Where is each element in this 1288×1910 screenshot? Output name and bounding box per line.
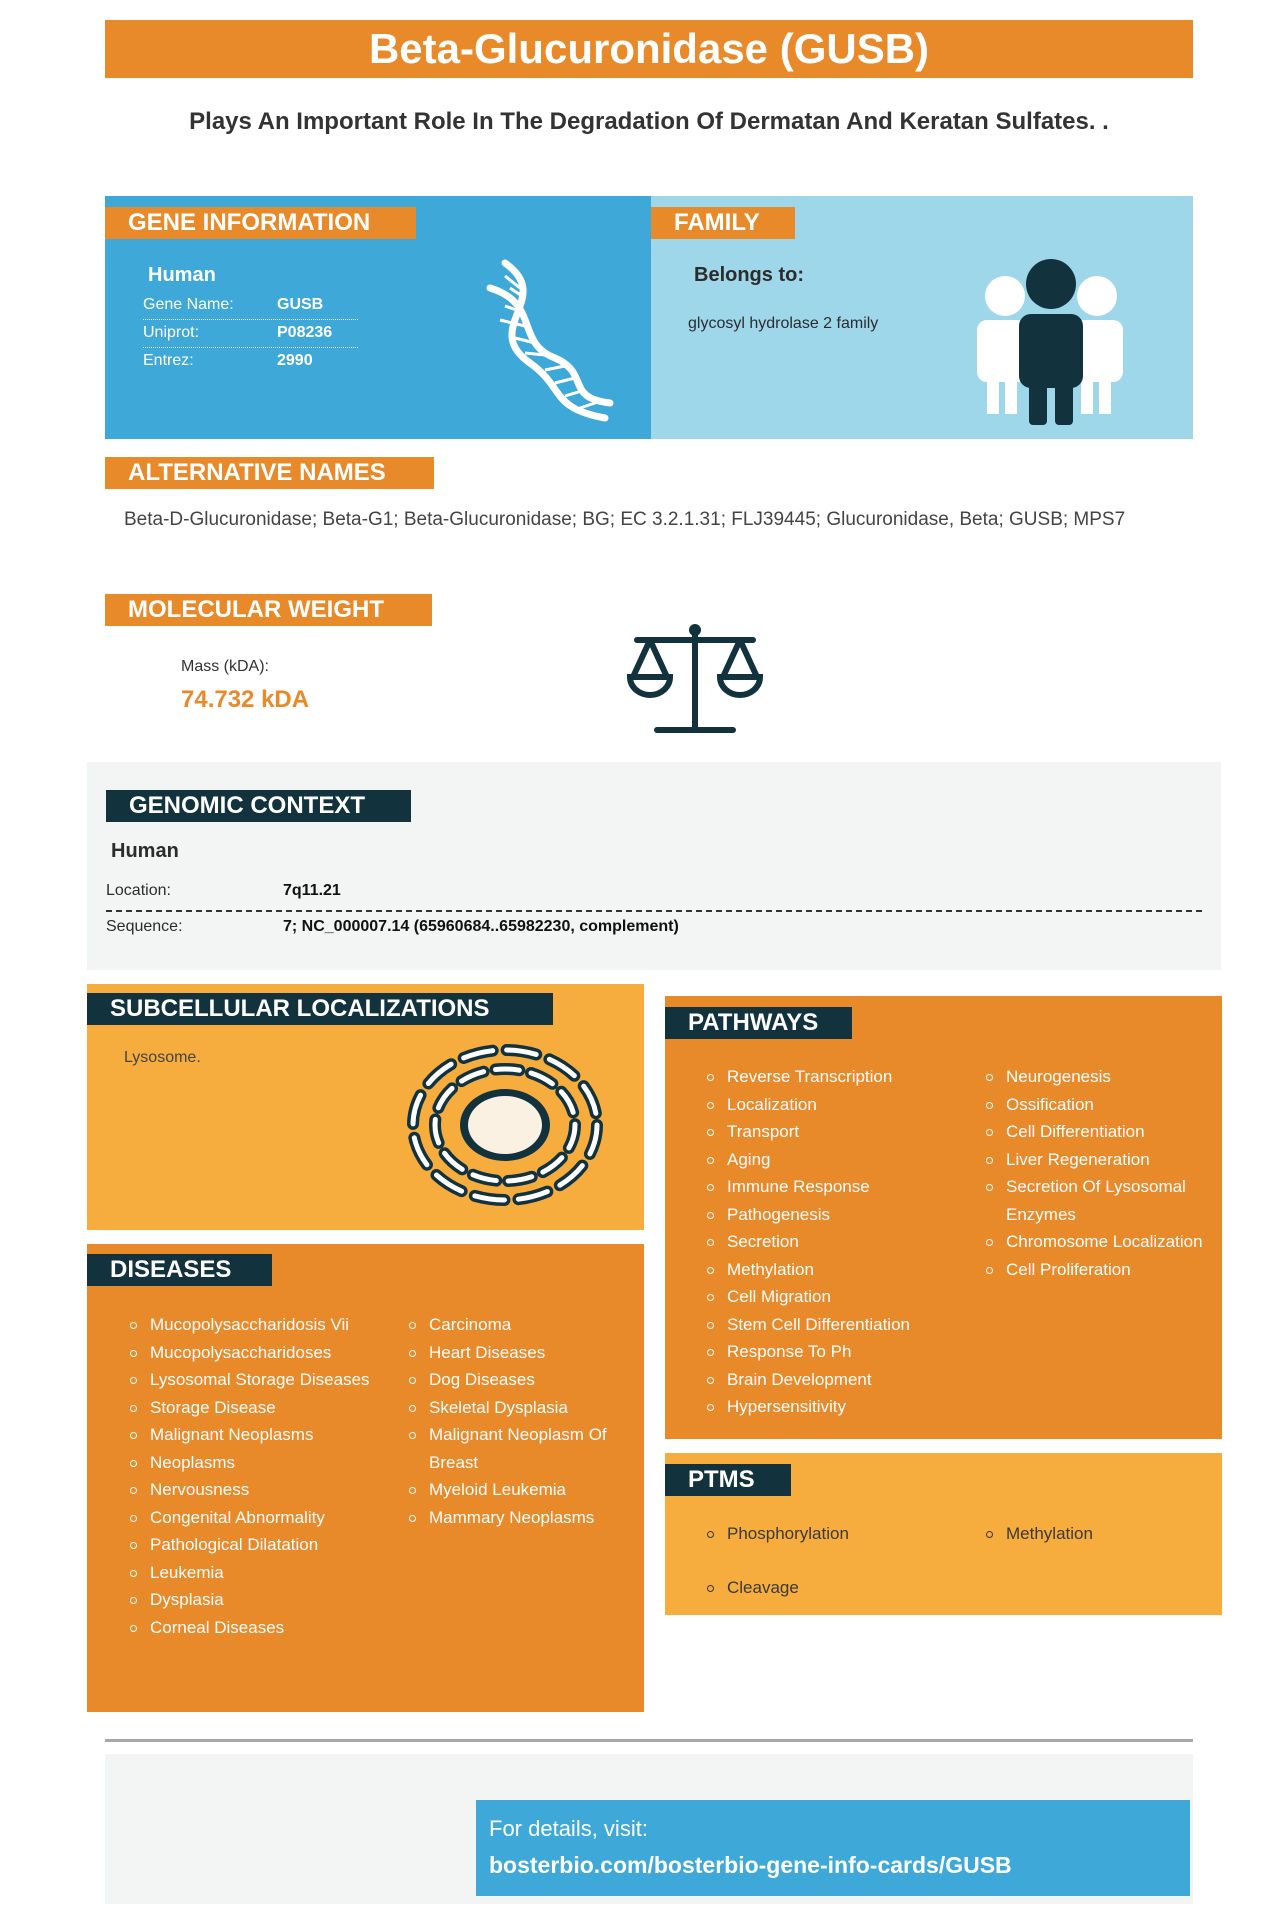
gene-info-key: Entrez: xyxy=(143,352,194,369)
genomic-divider xyxy=(106,910,1202,912)
ptm-item: Phosphorylation xyxy=(697,1520,967,1548)
disease-item: Corneal Diseases xyxy=(120,1614,380,1642)
details-label: For details, visit: xyxy=(489,1816,648,1841)
disease-item: Nervousness xyxy=(120,1476,380,1504)
ptm-item: Cleavage xyxy=(697,1574,967,1602)
pathway-item: Stem Cell Differentiation xyxy=(697,1311,967,1339)
pathway-item: Secretion xyxy=(697,1228,967,1256)
pathway-item: Brain Development xyxy=(697,1366,967,1394)
subcellular-text: Lysosome. xyxy=(124,1049,201,1066)
disease-item: Dog Diseases xyxy=(399,1366,639,1394)
sequence-value: 7; NC_000007.14 (65960684..65982230, complement) xyxy=(283,918,679,935)
diseases-heading: DISEASES xyxy=(87,1254,272,1286)
disease-item: Heart Diseases xyxy=(399,1339,639,1367)
disease-item: Lysosomal Storage Diseases xyxy=(120,1366,380,1394)
gene-info-value: GUSB xyxy=(277,296,324,313)
disease-item: Mucopolysaccharidoses xyxy=(120,1339,380,1367)
genomic-context-heading: GENOMIC CONTEXT xyxy=(106,790,411,822)
family-value: glycosyl hydrolase 2 family xyxy=(688,315,879,332)
sequence-label: Sequence: xyxy=(106,918,183,935)
footer-divider xyxy=(105,1739,1193,1742)
pathway-item: Secretion Of Lysosomal Enzymes xyxy=(976,1173,1216,1228)
location-label: Location: xyxy=(106,882,171,899)
ptm-item: Methylation xyxy=(976,1520,1216,1548)
disease-item: Congenital Abnormality xyxy=(120,1504,380,1532)
disease-item: Storage Disease xyxy=(120,1394,380,1422)
gene-info-value: 2990 xyxy=(277,352,313,369)
family-heading: FAMILY xyxy=(651,207,795,239)
pathway-item: Aging xyxy=(697,1146,967,1174)
details-url[interactable]: bosterbio.com/bosterbio-gene-info-cards/GUSB xyxy=(489,1852,1012,1878)
disease-item: Carcinoma xyxy=(399,1311,639,1339)
pathway-item: Localization xyxy=(697,1091,967,1119)
gene-information-heading: GENE INFORMATION xyxy=(105,207,416,239)
disease-item: Malignant Neoplasm Of Breast xyxy=(399,1421,639,1476)
pathway-item: Methylation xyxy=(697,1256,967,1284)
gene-info-row xyxy=(143,291,358,320)
alternative-names-text: Beta-D-Glucuronidase; Beta-G1; Beta-Glucuronidase; BG; EC 3.2.1.31; FLJ39445; Glucuronidase, Beta; GUSB; MPS7 xyxy=(124,509,1126,530)
pathways-list-col2 xyxy=(976,1063,1216,1283)
balance-scale-icon xyxy=(625,622,765,737)
pathway-item: Cell Migration xyxy=(697,1283,967,1311)
gene-info-value: P08236 xyxy=(277,324,333,341)
family-belongs-label: Belongs to: xyxy=(694,264,804,286)
pathway-item: Ossification xyxy=(976,1091,1216,1119)
gene-species: Human xyxy=(148,264,216,286)
pathway-item: Transport xyxy=(697,1118,967,1146)
pathway-item: Immune Response xyxy=(697,1173,967,1201)
ptms-heading: PTMS xyxy=(665,1464,791,1496)
mass-value: 74.732 kDA xyxy=(181,686,310,713)
disease-item: Pathological Dilatation xyxy=(120,1531,380,1559)
page-title: Beta-Glucuronidase (GUSB) xyxy=(105,20,1193,78)
pathway-item: Liver Regeneration xyxy=(976,1146,1216,1174)
pathway-item: Cell Proliferation xyxy=(976,1256,1216,1284)
ptms-list-col1 xyxy=(697,1520,967,1627)
cell-organelle-icon xyxy=(400,1030,610,1215)
pathway-item: Hypersensitivity xyxy=(697,1393,967,1421)
ptms-list-col2 xyxy=(976,1520,1216,1548)
subcellular-heading: SUBCELLULAR LOCALIZATIONS xyxy=(87,993,553,1025)
pathway-item: Cell Differentiation xyxy=(976,1118,1216,1146)
pathway-item: Neurogenesis xyxy=(976,1063,1216,1091)
gene-info-row xyxy=(143,319,358,348)
disease-item: Dysplasia xyxy=(120,1586,380,1614)
diseases-list-col1 xyxy=(120,1311,380,1641)
genomic-species: Human xyxy=(111,840,179,862)
molecular-weight-heading: MOLECULAR WEIGHT xyxy=(105,594,432,626)
disease-item: Skeletal Dysplasia xyxy=(399,1394,639,1422)
pathway-item: Pathogenesis xyxy=(697,1201,967,1229)
page-subtitle: Plays An Important Role In The Degradation Of Dermatan And Keratan Sulfates. . xyxy=(189,108,1109,135)
dna-helix-icon xyxy=(470,258,620,423)
pathway-item: Reverse Transcription xyxy=(697,1063,967,1091)
diseases-list-col2 xyxy=(399,1311,639,1531)
location-value: 7q11.21 xyxy=(283,882,341,899)
disease-item: Leukemia xyxy=(120,1559,380,1587)
disease-item: Mammary Neoplasms xyxy=(399,1504,639,1532)
pathways-heading: PATHWAYS xyxy=(665,1007,852,1039)
gene-info-row xyxy=(143,347,358,375)
disease-item: Mucopolysaccharidosis Vii xyxy=(120,1311,380,1339)
gene-info-key: Gene Name: xyxy=(143,296,234,313)
disease-item: Neoplasms xyxy=(120,1449,380,1477)
pathways-list-col1 xyxy=(697,1063,967,1421)
gene-info-key: Uniprot: xyxy=(143,324,200,341)
disease-item: Myeloid Leukemia xyxy=(399,1476,639,1504)
pathway-item: Chromosome Localization xyxy=(976,1228,1216,1256)
mass-label: Mass (kDA): xyxy=(181,658,269,675)
details-link-box[interactable] xyxy=(476,1800,1190,1896)
pathway-item: Response To Ph xyxy=(697,1338,967,1366)
people-group-icon xyxy=(975,258,1125,428)
disease-item: Malignant Neoplasms xyxy=(120,1421,380,1449)
alternative-names-heading: ALTERNATIVE NAMES xyxy=(105,457,434,489)
